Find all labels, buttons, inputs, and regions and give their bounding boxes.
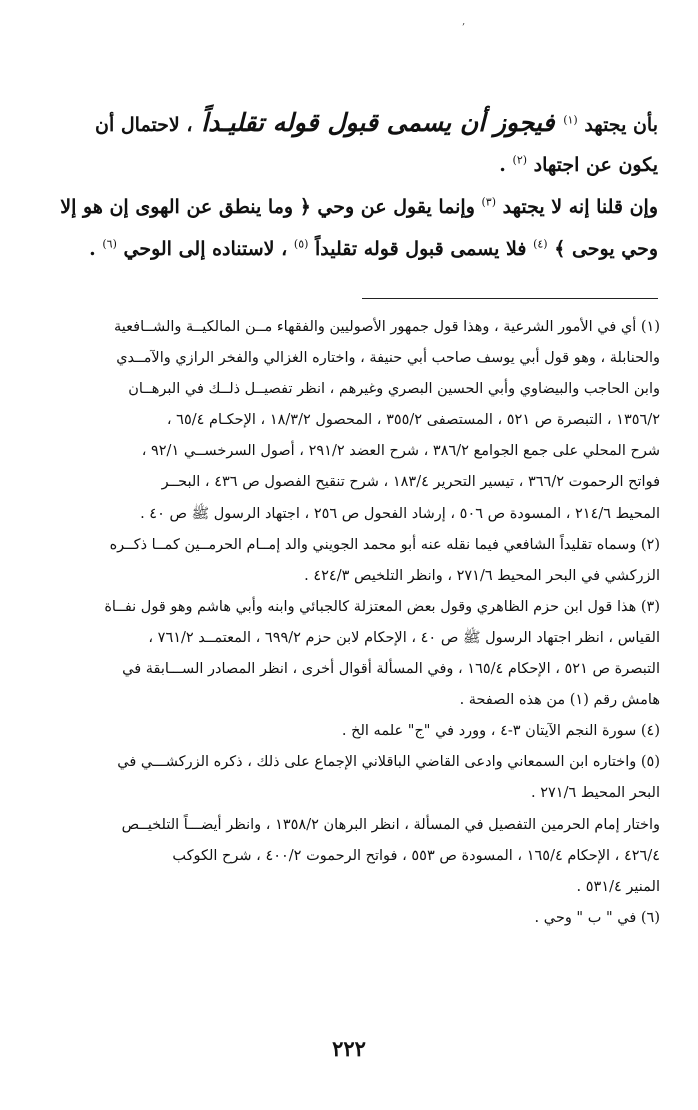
footnote-ref: (١) [563,113,578,127]
emphasized-phrase: فيجوز أن يسمى قبول قوله تقليـداً [192,108,564,137]
footnote-line: القياس ، انظر اجتهاد الرسول ﷺ ص ٤٠ ، الإحكام لابن حزم ٦٩٩/٢ ، المعتمــد ٧٦١/٢ ، [148,629,660,646]
footnote-line: وابن الحاجب والبيضاوي وأبي الحسين البصري وغيرهم ، انظر تفصيــل ذلــك في البرهــان [128,381,660,398]
footnote-line: فواتح الرحموت ٣٦٦/٢ ، تيسير التحرير ١٨٣/٤ ، شرح تنقيح الفصول ص ٤٣٦ ، البحــر [161,474,660,491]
footnote-ref: (٣) [481,195,497,209]
footnote-line: (٢) وسماه تقليداً الشافعي فيما نقله عنه أبو محمد الجويني والد إمــام الحرمــين كمــا ذكــره [109,536,660,553]
main-text-segment: وإن قلنا إنه لا يجتهد [496,196,658,218]
main-text-line [40,102,658,144]
footnote-ref: (٦) [102,237,117,251]
footnote-ref: (٤) [533,237,548,251]
main-text-segment: فلا يسمى قبول قوله تقليداً [308,238,534,260]
footnote-line: واختار إمام الحرمين التفصيل في المسألة ، انظر البرهان ١٣٥٨/٢ ، وانظر أيضـــاً التلخيــص [121,816,660,833]
main-text-segment: . [499,154,513,176]
footnote-line: (٦) في " ب " وحي . [534,909,660,926]
footnote-line: البحر المحيط ٢٧١/٦ . [531,785,660,802]
main-text-segment: ، لاحتمال أن [95,114,193,136]
footnote-line: (٣) هذا قول ابن حزم الظاهري وقول بعض المعتزلة كالجبائي وابنه وأبي هاشم وهو قول نفــاة [104,598,660,615]
footnote-divider [362,298,658,299]
footnote-line: والحنابلة ، وهو قول أبي يوسف صاحب أبي حنيفة ، واختاره الغزالي والفخر الرازي والآمــدي [116,350,660,367]
footnotes [42,312,660,934]
footnote-line: (١) أي في الأمور الشرعية ، وهذا قول جمهور الأصوليين والفقهاء مــن المالكيــة والشــافعية [114,319,660,335]
footnote-line: هامش رقم (١) من هذه الصفحة . [459,692,660,709]
footnote-line: ٤٢٦/٤ ، الإحكام ١٦٥/٤ ، المسودة ص ٥٥٣ ، فواتح الرحموت ٤٠٠/٢ ، شرح الكوكب [172,847,660,864]
footnote-line: شرح المحلي على جمع الجوامع ٣٨٦/٢ ، شرح العضد ٢٩١/٢ ، أصول السرخســي ٩٢/١ ، [141,443,660,460]
page-number: ٢٢٢ [332,1036,366,1061]
footnote-ref: (٥) [293,237,309,251]
footnote-line: الزركشي في البحر المحيط ٢٧١/٦ ، وانظر التلخيص ٤٢٤/٣ . [304,567,660,584]
footnote-line: المحيط ٢١٤/٦ ، المسودة ص ٥٠٦ ، إرشاد الفحول ص ٢٥٦ ، اجتهاد الرسول ﷺ ص ٤٠ . [140,505,660,522]
main-text-segment: بأن يجتهد [577,114,658,136]
corner-mark: ‚ [462,16,466,27]
main-text-segment: . [89,238,103,260]
main-text-segment: وإنما يقول عن وحي ﴿ وما ينطق عن الهوى إن هو إلا [60,196,482,218]
main-text-line [40,144,658,186]
main-text-segment: يكون عن اجتهاد [527,154,658,176]
footnote-ref: (٢) [512,153,528,167]
footnote-line: ١٣٥٦/٢ ، التبصرة ص ٥٢١ ، المستصفى ٣٥٥/٢ ، المحصول ١٨/٣/٢ ، الإحكـام ٦٥/٤ ، [166,412,660,429]
footnote-line: (٥) واختاره ابن السمعاني وادعى القاضي الباقلاني الإجماع على ذلك ، ذكره الزركشـــي في [117,754,660,771]
footnote-line: (٤) سورة النجم الآيتان ٣-٤ ، وورد في "ج" علمه الخ . [341,723,660,740]
main-text-segment: ، لاستناده إلى الوحي [116,238,294,260]
footnote-line: المنير ٥٣١/٤ . [576,878,660,895]
main-text-line [40,186,658,228]
main-text-segment: وحي يوحى ﴾ [547,238,658,260]
main-text-line [40,228,658,270]
footnote-line: التبصرة ص ٥٢١ ، الإحكام ١٦٥/٤ ، وفي المسألة أقوال أخرى ، انظر المصادر الســـابقة في [122,661,660,678]
main-text [40,102,658,270]
